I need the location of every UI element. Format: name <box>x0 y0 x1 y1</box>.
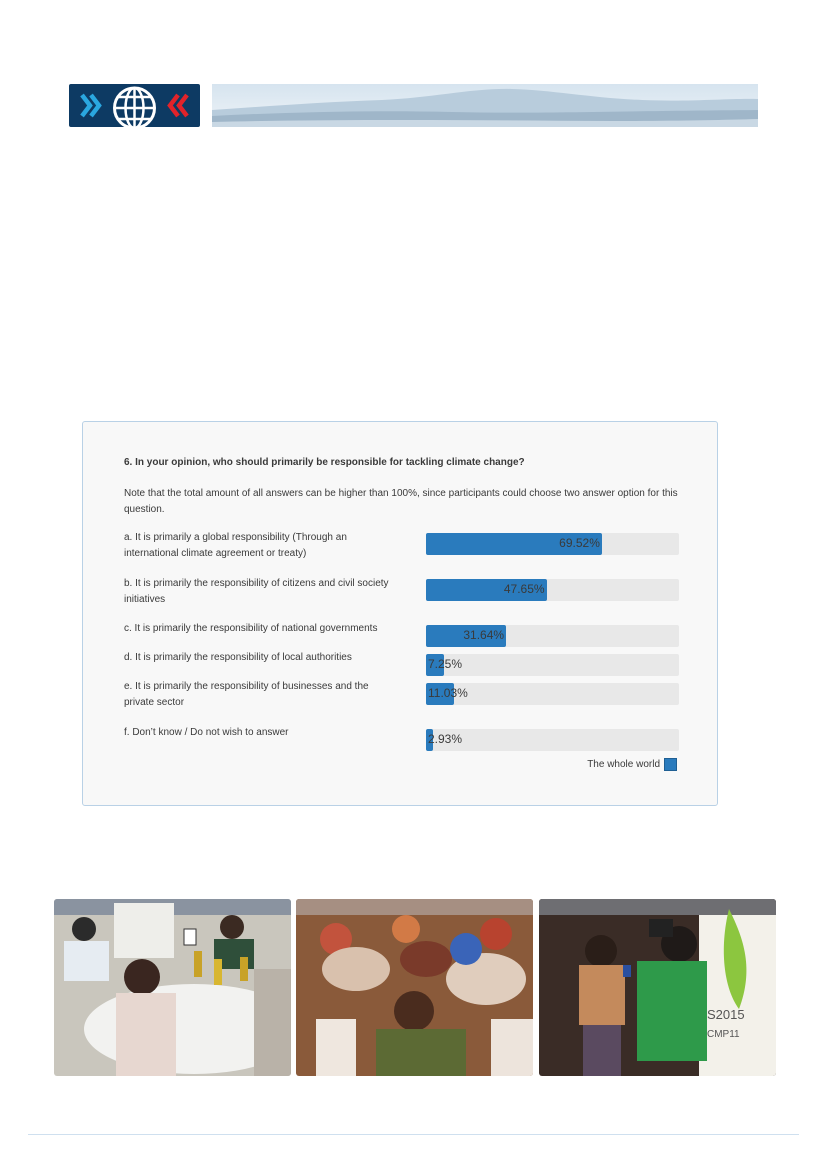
bar-track <box>426 729 679 751</box>
legend-swatch <box>664 758 677 771</box>
svg-text:CMP11: CMP11 <box>707 1029 740 1040</box>
option-label: d. It is primarily the responsibility of local authorities <box>124 652 352 663</box>
bar-value-label: 47.65% <box>503 582 545 596</box>
question-title: 6. In your opinion, who should primarily be responsible for tackling climate change? <box>124 457 525 468</box>
crowd-photo <box>296 899 533 1076</box>
crowd-photo-icon <box>296 899 533 1076</box>
chart-legend <box>587 758 677 771</box>
bar-track <box>426 533 679 555</box>
option-label: e. It is primarily the responsibility of businesses and the private sector <box>124 681 369 708</box>
bar-value-label: 7.25% <box>428 657 463 671</box>
globe-icon <box>69 84 200 127</box>
svg-text:S2015: S2015 <box>707 1007 745 1022</box>
option-label: b. It is primarily the responsibility of citizens and civil society initiatives <box>124 578 389 605</box>
interview-photo <box>539 899 776 1076</box>
workshop-photo-icon <box>54 899 291 1076</box>
bar-value-label: 11.03% <box>428 686 468 700</box>
bar-value-label: 31.64% <box>463 628 505 642</box>
option-label: c. It is primarily the responsibility of national governments <box>124 623 378 634</box>
option-label: a. It is primarily a global responsibility (Through an international climate agreement or treaty) <box>124 532 347 559</box>
bar-track <box>426 654 679 676</box>
footer-divider <box>28 1134 799 1135</box>
bar-track <box>426 625 679 647</box>
bar-value-label: 69.52% <box>559 536 600 550</box>
bar-track <box>426 683 679 705</box>
bar-value-label: 2.93% <box>428 732 463 746</box>
logo <box>69 84 200 127</box>
legend-label: The whole world <box>587 759 660 770</box>
option-label: f. Don’t know / Do not wish to answer <box>124 727 289 738</box>
survey-chart-card <box>82 421 718 806</box>
landscape-banner <box>212 84 758 127</box>
question-note: Note that the total amount of all answers can be higher than 100%, since participants could choose two answer option for this question. <box>124 488 678 515</box>
workshop-photo <box>54 899 291 1076</box>
bar-track <box>426 579 679 601</box>
interview-photo-icon <box>539 899 776 1076</box>
